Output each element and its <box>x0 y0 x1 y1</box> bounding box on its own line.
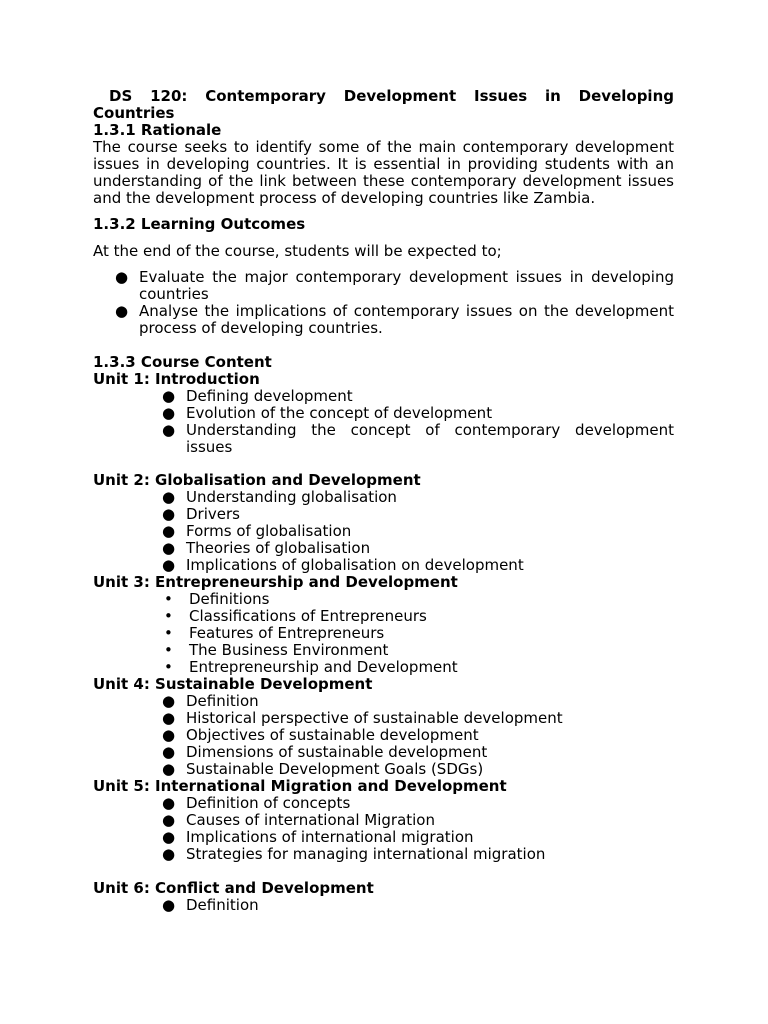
list-item <box>93 557 674 574</box>
list-item-text: Strategies for managing international migration <box>186 845 546 863</box>
list-item-text: Forms of globalisation <box>186 522 352 540</box>
list-item <box>93 659 674 676</box>
list-item-text: Defining development <box>186 387 353 405</box>
list-item <box>93 608 674 625</box>
bullet-icon: • <box>164 607 173 625</box>
list-item-text: Evaluate the major contemporary development issues in developing countries <box>139 268 674 303</box>
list-item <box>93 761 674 778</box>
list-item <box>93 489 674 506</box>
unit-4-title: Unit 4: Sustainable Development <box>93 675 373 693</box>
bullet-icon: ● <box>162 743 176 761</box>
list-item-text: Drivers <box>186 505 240 523</box>
bullet-icon: • <box>164 641 173 659</box>
list-item-text: Causes of international Migration <box>186 811 435 829</box>
course-content-heading: 1.3.3 Course Content <box>93 353 272 371</box>
list-item-text: Dimensions of sustainable development <box>186 743 488 761</box>
list-item <box>93 727 674 744</box>
bullet-icon: ● <box>162 726 176 744</box>
unit-6-title: Unit 6: Conflict and Development <box>93 879 374 897</box>
list-item-text: Theories of globalisation <box>186 539 371 557</box>
learning-outcomes-heading: 1.3.2 Learning Outcomes <box>93 215 306 233</box>
list-item-text: Understanding globalisation <box>186 488 397 506</box>
unit-3-title: Unit 3: Entrepreneurship and Development <box>93 573 458 591</box>
list-item <box>93 846 674 863</box>
list-item <box>93 422 674 456</box>
list-item <box>93 506 674 523</box>
unit-1-title: Unit 1: Introduction <box>93 370 260 388</box>
unit-5-list <box>93 795 674 863</box>
list-item <box>93 625 674 642</box>
list-item-text: Definition <box>186 692 259 710</box>
list-item-text: Implications of international migration <box>186 828 474 846</box>
list-item <box>93 269 674 303</box>
bullet-icon: ● <box>162 760 176 778</box>
bullet-icon: ● <box>162 539 176 557</box>
list-item-text: Analyse the implications of contemporary issues on the development process of developing countries. <box>139 302 674 337</box>
list-item <box>93 897 674 914</box>
unit-4-list <box>93 693 674 778</box>
list-item-text: Features of Entrepreneurs <box>189 624 385 642</box>
list-item <box>93 812 674 829</box>
learning-outcomes-intro: At the end of the course, students will be expected to; <box>93 242 502 260</box>
bullet-icon: ● <box>162 896 176 914</box>
list-item <box>93 591 674 608</box>
list-item <box>93 710 674 727</box>
list-item <box>93 744 674 761</box>
bullet-icon: ● <box>162 421 176 439</box>
document-content <box>93 88 674 914</box>
course-title-line-2: Countries <box>93 104 175 122</box>
bullet-icon: ● <box>162 488 176 506</box>
unit-2-title: Unit 2: Globalisation and Development <box>93 471 421 489</box>
course-title-line-1: DS 120: Contemporary Development Issues in Developing <box>109 87 674 105</box>
bullet-icon: ● <box>162 692 176 710</box>
bullet-icon: ● <box>162 845 176 863</box>
bullet-icon: ● <box>115 268 129 286</box>
list-item <box>93 642 674 659</box>
unit-2-list <box>93 489 674 574</box>
list-item <box>93 829 674 846</box>
bullet-icon: ● <box>162 811 176 829</box>
list-item-text: Definition <box>186 896 259 914</box>
list-item <box>93 523 674 540</box>
list-item-text: Classifications of Entrepreneurs <box>189 607 427 625</box>
bullet-icon: ● <box>162 522 176 540</box>
rationale-heading: 1.3.1 Rationale <box>93 121 222 139</box>
list-item-text: Definition of concepts <box>186 794 351 812</box>
list-item <box>93 405 674 422</box>
bullet-icon: ● <box>162 505 176 523</box>
bullet-icon: • <box>164 624 173 642</box>
list-item-text: The Business Environment <box>189 641 389 659</box>
bullet-icon: ● <box>162 387 176 405</box>
bullet-icon: ● <box>162 794 176 812</box>
bullet-icon: ● <box>162 709 176 727</box>
list-item <box>93 540 674 557</box>
unit-3-list <box>93 591 674 676</box>
list-item <box>93 795 674 812</box>
bullet-icon: ● <box>162 828 176 846</box>
list-item-text: Objectives of sustainable development <box>186 726 479 744</box>
list-item-text: Understanding the concept of contemporary development issues <box>186 421 674 456</box>
list-item-text: Entrepreneurship and Development <box>189 658 458 676</box>
list-item-text: Historical perspective of sustainable development <box>186 709 563 727</box>
bullet-icon: • <box>164 658 173 676</box>
unit-1-list <box>93 388 674 456</box>
unit-5-title: Unit 5: International Migration and Development <box>93 777 507 795</box>
bullet-icon: ● <box>115 302 129 320</box>
rationale-text: The course seeks to identify some of the main contemporary development issues in developing countries. It is essential in providing students with an understanding of the link between these contemporary development issues and the development process of developing countries like Zambia. <box>93 138 674 207</box>
learning-outcomes-list <box>93 269 674 337</box>
list-item <box>93 693 674 710</box>
unit-6-list <box>93 897 674 914</box>
list-item-text: Evolution of the concept of development <box>186 404 493 422</box>
list-item-text: Definitions <box>189 590 270 608</box>
list-item-text: Sustainable Development Goals (SDGs) <box>186 760 484 778</box>
bullet-icon: ● <box>162 404 176 422</box>
list-item-text: Implications of globalisation on development <box>186 556 524 574</box>
bullet-icon: ● <box>162 556 176 574</box>
bullet-icon: • <box>164 590 173 608</box>
list-item <box>93 388 674 405</box>
list-item <box>93 303 674 337</box>
